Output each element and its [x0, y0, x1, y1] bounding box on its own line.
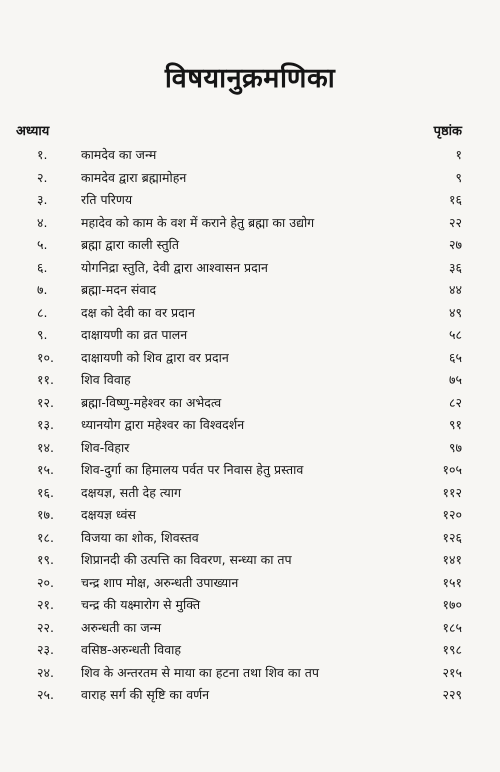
entry-number: ४. — [37, 214, 48, 230]
toc-entry — [0, 572, 500, 595]
entry-title: महादेव को काम के वश में कराने हेतु ब्रह्मा का उद्योग — [81, 214, 315, 230]
entry-number: १५. — [37, 462, 54, 477]
toc-entry — [0, 257, 500, 280]
entry-title: ध्यानयोग द्वारा महेश्वर का विश्वदर्शन — [81, 417, 245, 432]
entry-title: चन्द्र शाप मोक्ष, अरुन्धती उपाख्यान — [81, 574, 239, 590]
toc-entry — [0, 347, 500, 370]
entry-page-number: १२० — [442, 507, 462, 522]
toc-entry — [0, 639, 500, 662]
toc-header — [0, 121, 500, 141]
entry-title: दाक्षायणी का व्रत पालन — [81, 327, 188, 342]
entry-title: दक्षयज्ञ, सती देह त्याग — [81, 484, 181, 500]
entry-page-number: २२९ — [442, 687, 462, 702]
entry-title: अरुन्धती का जन्म — [81, 619, 162, 635]
toc-entry — [0, 369, 500, 392]
toc-entry — [0, 144, 500, 167]
entry-title: विजया का शोक, शिवस्तव — [81, 529, 199, 545]
entry-title: वसिष्ठ-अरुन्धती विवाह — [81, 642, 182, 657]
entry-number: ११. — [37, 372, 54, 387]
entry-title: शिव विवाह — [81, 372, 131, 387]
toc-entry — [0, 189, 500, 212]
entry-number: २३. — [37, 642, 54, 657]
entry-number: १३. — [37, 417, 54, 432]
toc-entry — [0, 504, 500, 527]
toc-entry — [0, 549, 500, 572]
chapter-column-label: अध्याय — [16, 124, 50, 139]
entry-page-number: १९८ — [442, 642, 462, 657]
entry-title: ब्रह्मा-मदन संवाद — [81, 282, 157, 297]
entry-page-number: ४९ — [448, 304, 462, 320]
toc-entry — [0, 324, 500, 347]
entry-title: शिव-दुर्गा का हिमालय पर्वत पर निवास हेतु प्रस्ताव — [81, 462, 304, 477]
entry-page-number: ११२ — [442, 484, 462, 500]
entry-number: १९. — [37, 552, 54, 567]
toc-entry — [0, 414, 500, 437]
entry-page-number: ३६ — [448, 259, 462, 275]
entry-number: १४. — [37, 439, 54, 455]
entry-number: ५. — [37, 237, 48, 252]
entry-title: ब्रह्मा-विष्णु-महेश्वर का अभेदत्व — [81, 394, 222, 410]
entry-title: ब्रह्मा द्वारा काली स्तुति — [81, 237, 179, 252]
entry-page-number: ९७ — [448, 439, 462, 455]
entry-page-number: ७५ — [448, 372, 462, 387]
entry-page-number: ९ — [455, 169, 462, 185]
toc-entry — [0, 212, 500, 235]
entry-title: दक्ष को देवी का वर प्रदान — [81, 304, 195, 320]
entry-number: २२. — [37, 619, 54, 635]
toc-entry — [0, 459, 500, 482]
entry-number: २. — [37, 169, 48, 185]
entry-number: १८. — [37, 529, 54, 545]
entry-page-number: १६ — [448, 192, 462, 207]
entry-number: १७. — [37, 507, 54, 522]
entry-number: ६. — [37, 259, 48, 275]
entry-page-number: १ — [455, 147, 462, 162]
entry-title: शिप्रानदी की उत्पत्ति का विवरण, सन्ध्या का तप — [81, 552, 292, 567]
entry-title: दक्षयज्ञ ध्वंस — [81, 507, 136, 522]
entry-number: २१. — [37, 597, 54, 612]
entry-title: कामदेव का जन्म — [81, 147, 157, 162]
entry-page-number: ५८ — [448, 327, 462, 342]
toc-entry — [0, 279, 500, 302]
entry-page-number: १८५ — [442, 619, 462, 635]
toc-entry — [0, 617, 500, 640]
entry-page-number: २१५ — [442, 664, 462, 680]
toc-entry — [0, 167, 500, 190]
page-column-label: पृष्ठांक — [433, 124, 462, 139]
entry-page-number: १०५ — [442, 462, 462, 477]
entry-title: चन्द्र की यक्ष्मारोग से मुक्ति — [81, 597, 201, 612]
entry-page-number: २२ — [448, 214, 462, 230]
toc-entry — [0, 662, 500, 685]
entry-number: १६. — [37, 484, 54, 500]
entry-number: १०. — [37, 349, 54, 365]
page-title: विषयानुक्रमणिका — [164, 63, 336, 94]
entry-title: दाक्षायणी को शिव द्वारा वर प्रदान — [81, 349, 229, 365]
entry-page-number: ८२ — [448, 394, 462, 410]
entry-title: शिव-विहार — [81, 439, 130, 455]
toc-entry — [0, 594, 500, 617]
entry-title: रति परिणय — [81, 192, 133, 207]
entry-page-number: १५१ — [442, 574, 462, 590]
toc-entry — [0, 684, 500, 707]
entry-number: ७. — [37, 282, 48, 297]
entry-title: शिव के अन्तरतम से माया का हटना तथा शिव का तप — [81, 664, 319, 680]
entry-page-number: १२६ — [442, 529, 462, 545]
toc-list — [0, 144, 500, 707]
entry-page-number: १७० — [442, 597, 462, 612]
entry-page-number: ४४ — [448, 282, 462, 297]
entry-number: १. — [37, 147, 48, 162]
entry-number: २४. — [37, 664, 54, 680]
entry-page-number: १४१ — [442, 552, 462, 567]
entry-page-number: ९१ — [448, 417, 462, 432]
entry-number: ८. — [37, 304, 48, 320]
entry-title: योगनिद्रा स्तुति, देवी द्वारा आश्वासन प्रदान — [81, 259, 268, 275]
entry-number: १२. — [37, 394, 54, 410]
entry-title: कामदेव द्वारा ब्रह्मामोहन — [81, 169, 187, 185]
toc-entry — [0, 234, 500, 257]
entry-page-number: २७ — [448, 237, 462, 252]
toc-entry — [0, 302, 500, 325]
entry-page-number: ६५ — [448, 349, 462, 365]
toc-entry — [0, 482, 500, 505]
entry-title: वाराह सर्ग की सृष्टि का वर्णन — [81, 687, 210, 702]
entry-number: ३. — [37, 192, 48, 207]
entry-number: २५. — [37, 687, 54, 702]
entry-number: ९. — [37, 327, 48, 342]
toc-entry — [0, 437, 500, 460]
toc-entry — [0, 527, 500, 550]
entry-number: २०. — [37, 574, 54, 590]
toc-entry — [0, 392, 500, 415]
